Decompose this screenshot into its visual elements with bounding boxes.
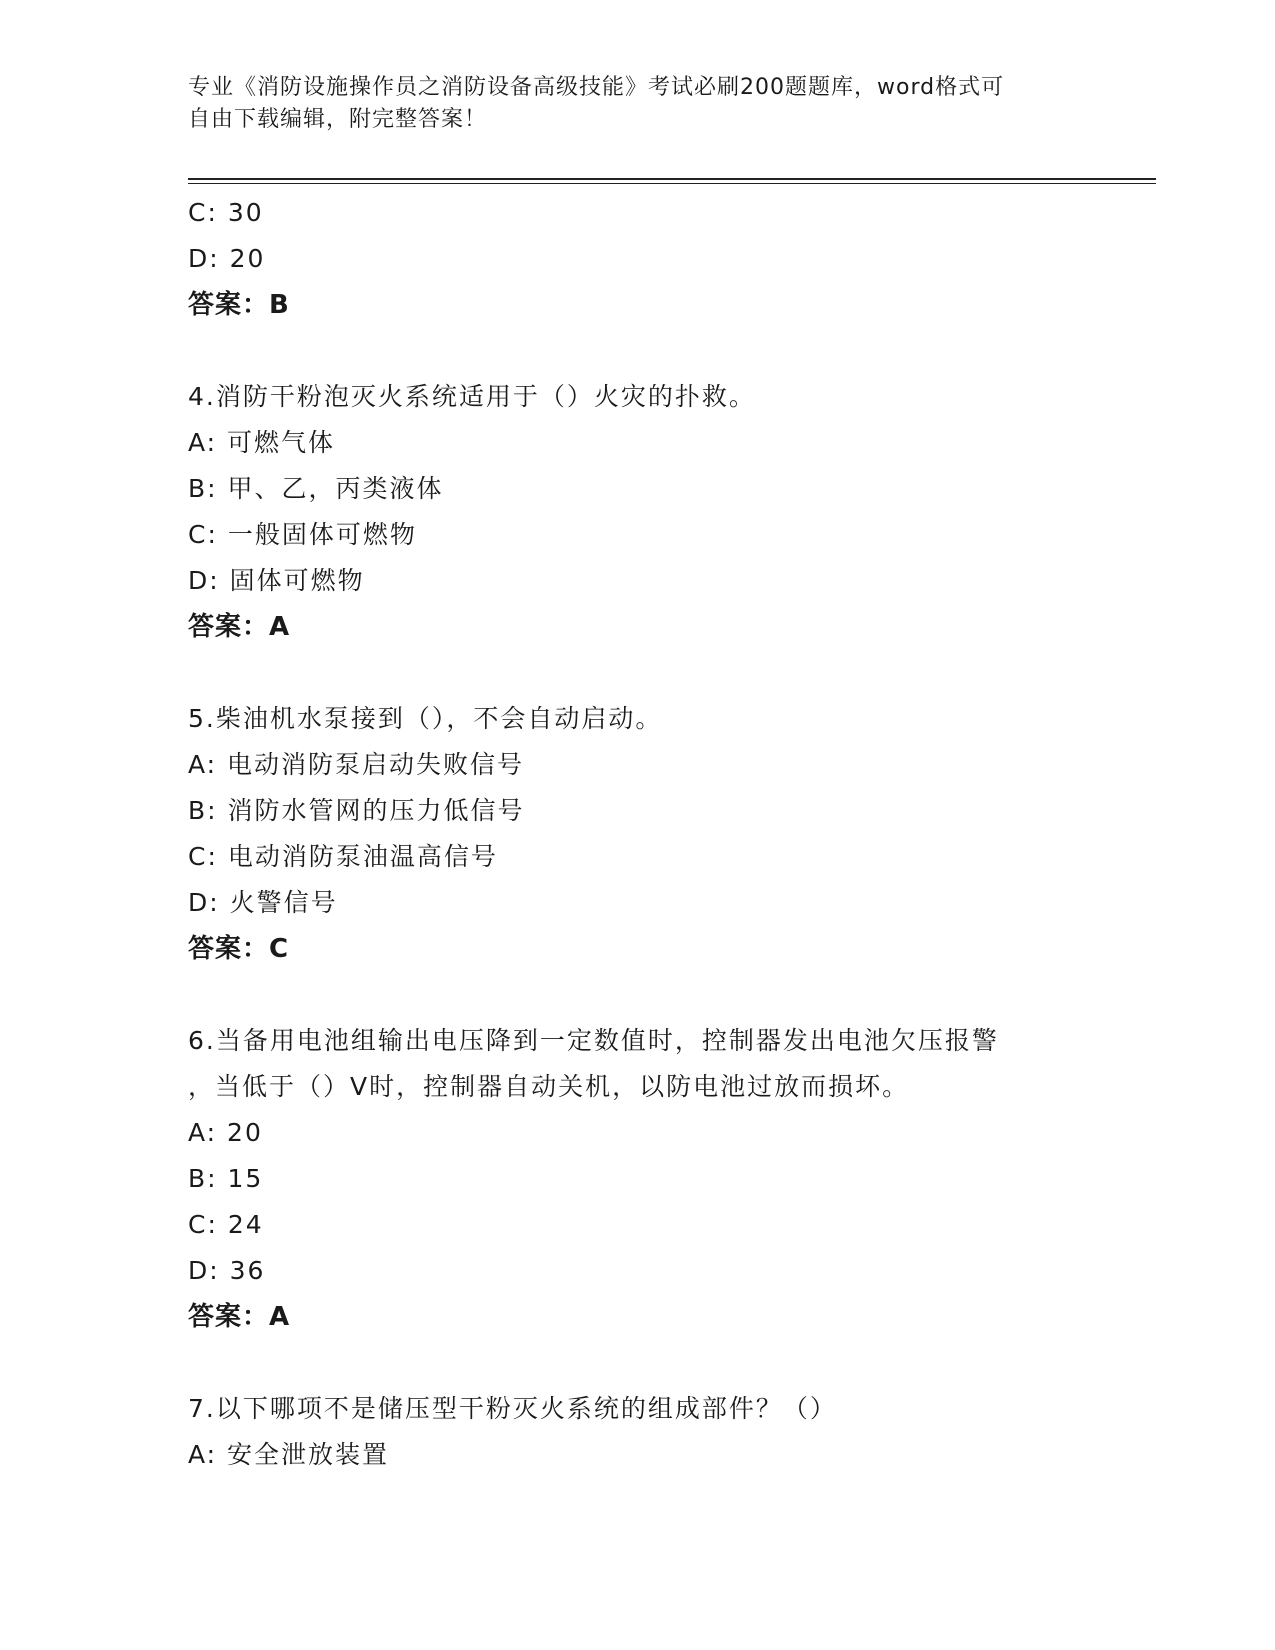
answer-label: 答案：C xyxy=(188,934,290,964)
option-c: C: 24 xyxy=(188,1210,264,1239)
option-a: A: 20 xyxy=(188,1118,263,1147)
option-d: D: 固体可燃物 xyxy=(188,566,365,595)
question-4 xyxy=(188,374,1088,650)
option-a: A: 安全泄放装置 xyxy=(188,1440,390,1469)
question-7 xyxy=(188,1386,1088,1478)
option-b: B: 消防水管网的压力低信号 xyxy=(188,796,525,825)
question-6 xyxy=(188,1018,1088,1340)
option-c: C: 电动消防泵油温高信号 xyxy=(188,842,498,871)
header-divider-thin xyxy=(188,183,1156,184)
question-title-line-2: ，当低于（）V时，控制器自动关机，以防电池过放而损坏。 xyxy=(188,1072,910,1101)
option-c: C: 30 xyxy=(188,198,264,227)
answer-label: 答案：B xyxy=(188,290,290,320)
question-5 xyxy=(188,696,1088,972)
option-d: D: 火警信号 xyxy=(188,888,338,917)
header-divider-thick xyxy=(188,178,1156,180)
question-title: 5.柴油机水泵接到（），不会自动启动。 xyxy=(188,704,663,733)
option-d: D: 36 xyxy=(188,1256,266,1285)
question-title: 4.消防干粉泡灭火系统适用于（）火灾的扑救。 xyxy=(188,382,756,411)
option-a: A: 电动消防泵启动失败信号 xyxy=(188,750,525,779)
question-title: 7.以下哪项不是储压型干粉灭火系统的组成部件？（） xyxy=(188,1394,837,1423)
header-line-2: 自由下载编辑，附完整答案！ xyxy=(188,107,488,132)
question-fragment xyxy=(188,190,1088,328)
option-b: B: 15 xyxy=(188,1164,264,1193)
document-header xyxy=(188,72,1088,136)
answer-label: 答案：A xyxy=(188,1302,291,1332)
header-line-1: 专业《消防设施操作员之消防设备高级技能》考试必刷200题题库，word格式可 xyxy=(188,75,1005,100)
option-d: D: 20 xyxy=(188,244,266,273)
question-title-line-1: 6.当备用电池组输出电压降到一定数值时，控制器发出电池欠压报警 xyxy=(188,1026,999,1055)
option-b: B: 甲、乙，丙类液体 xyxy=(188,474,444,503)
question-list xyxy=(188,190,1088,1478)
option-c: C: 一般固体可燃物 xyxy=(188,520,417,549)
option-a: A: 可燃气体 xyxy=(188,428,336,457)
answer-label: 答案：A xyxy=(188,612,291,642)
